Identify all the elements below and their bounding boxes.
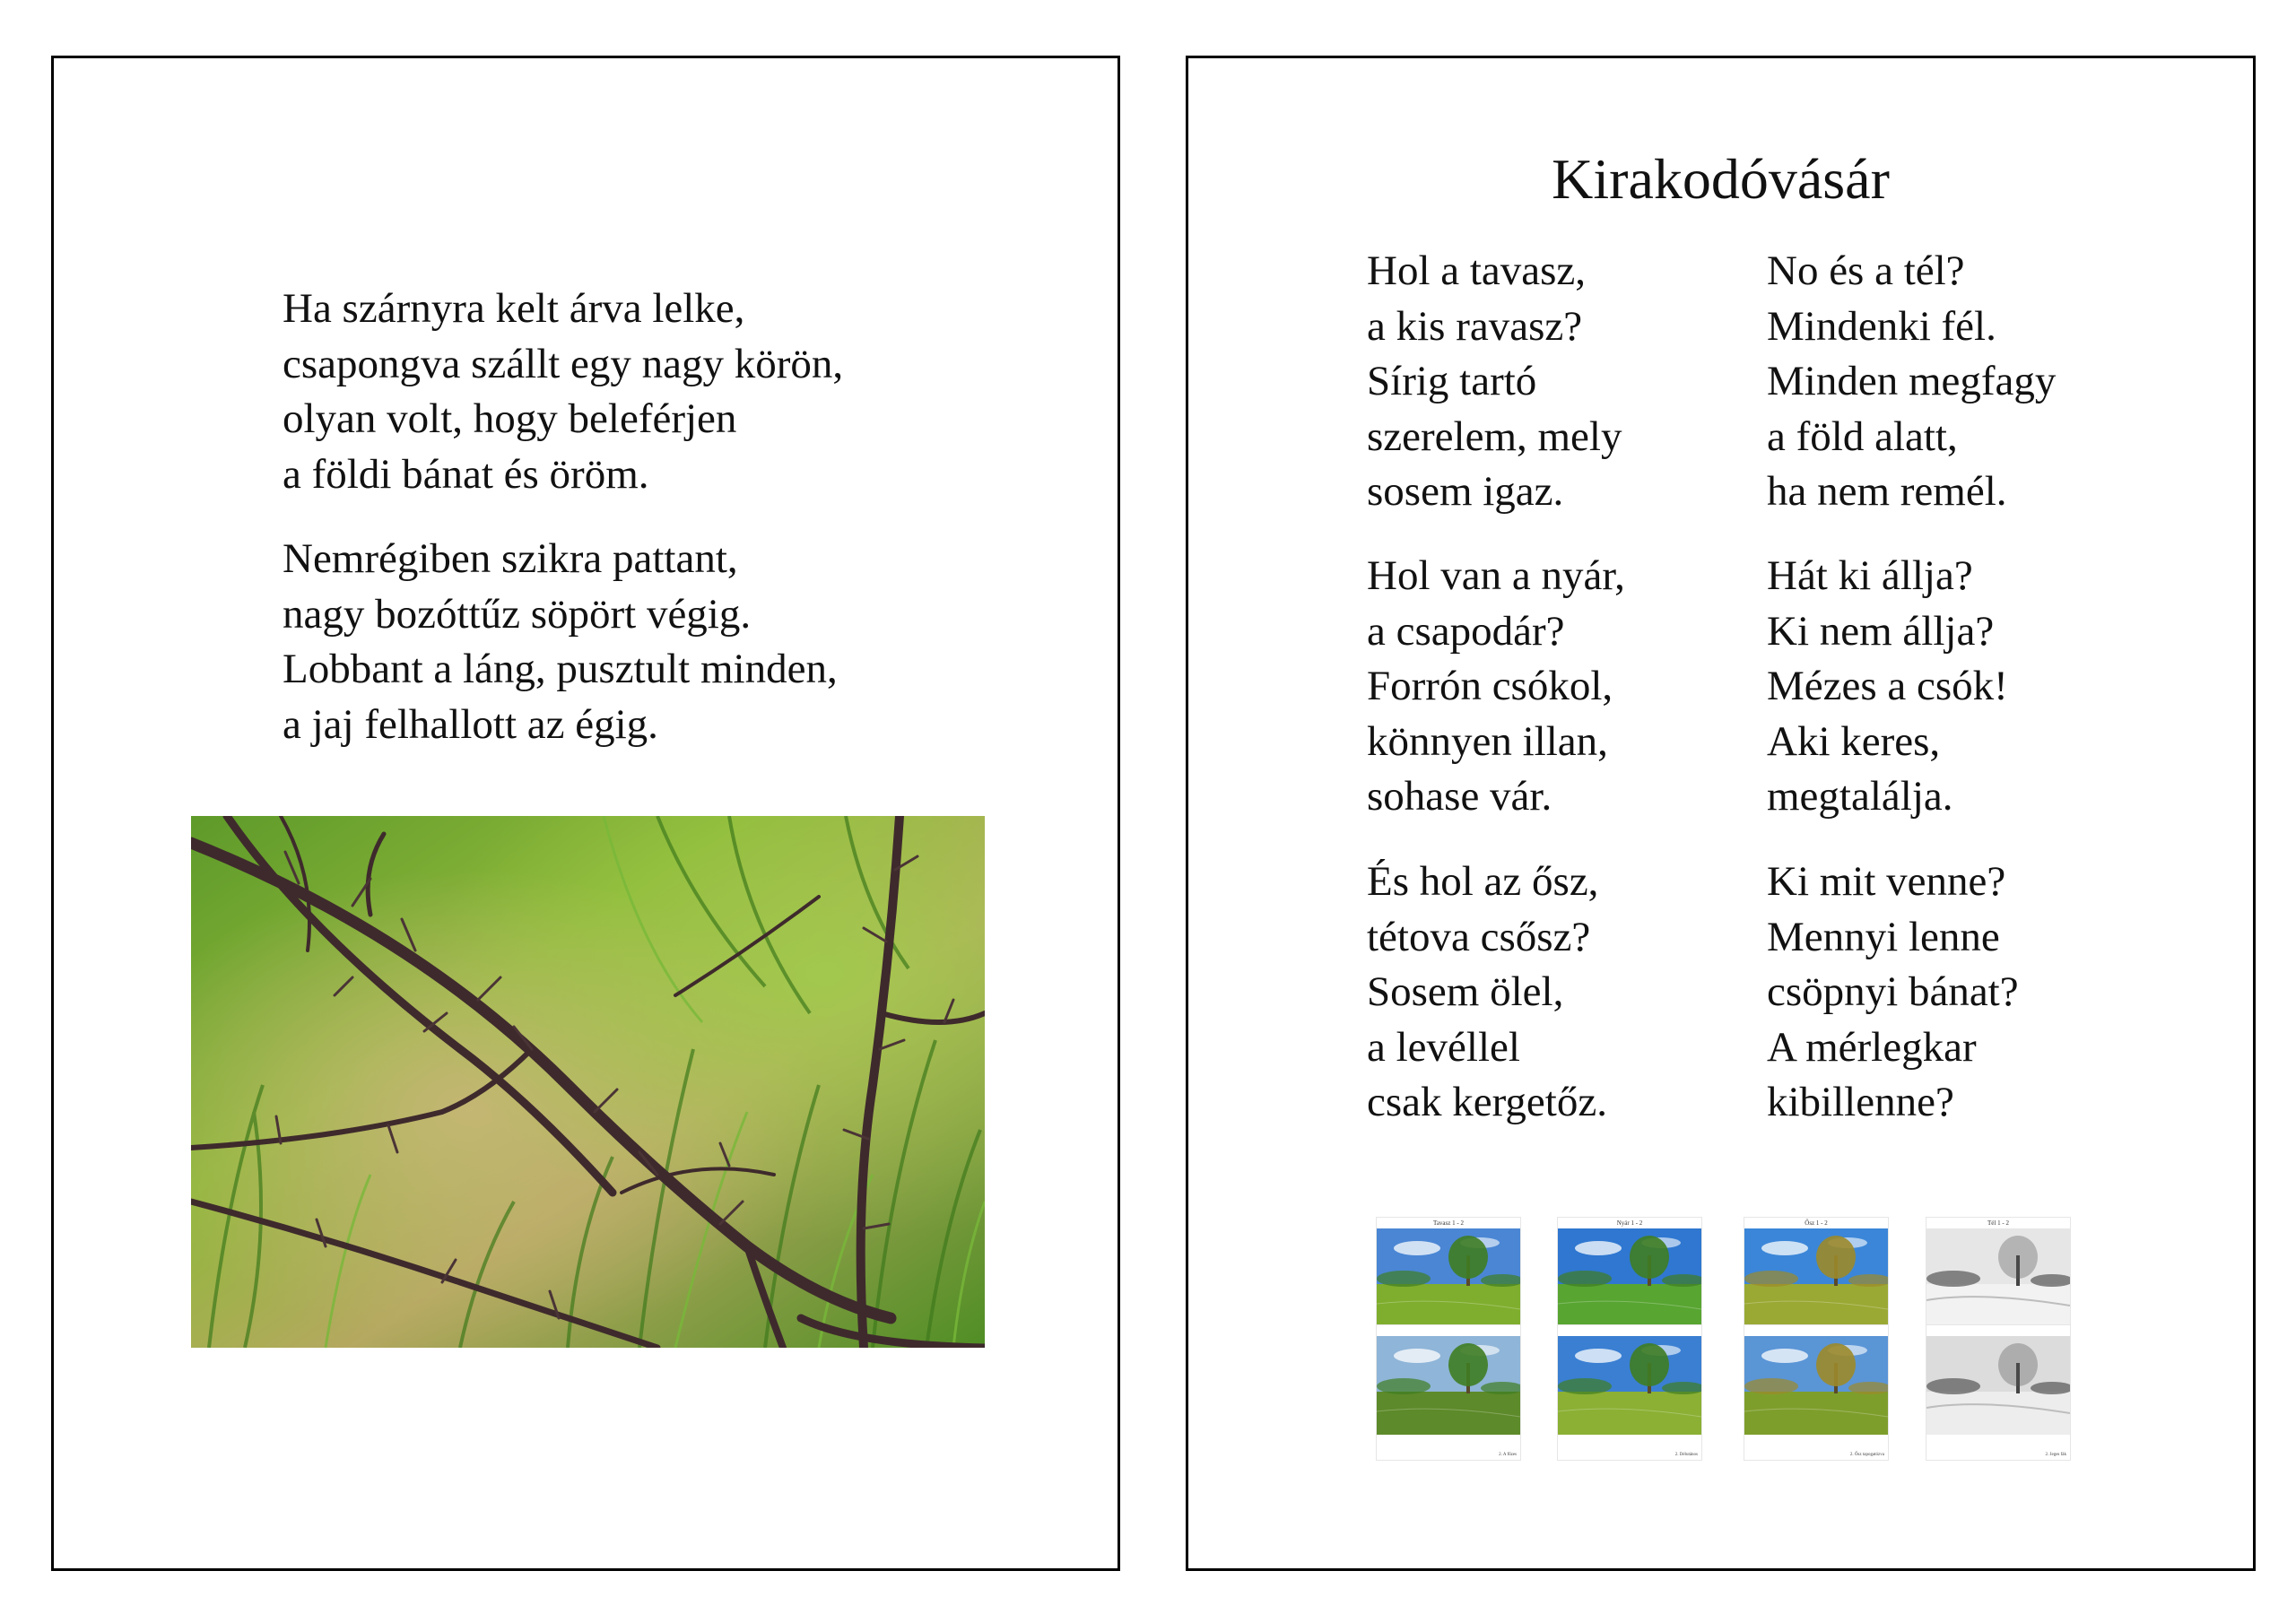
poem-line: Mennyi lenne bbox=[1767, 913, 2000, 960]
right-page bbox=[1186, 56, 2256, 1571]
left-page bbox=[51, 56, 1120, 1571]
poem-line: sosem igaz. bbox=[1367, 468, 1564, 515]
poem-line: csöpnyi bánat? bbox=[1767, 968, 2019, 1015]
poem-line: Forrón csókol, bbox=[1367, 663, 1613, 709]
thumbnail-title: Tél 1 - 2 bbox=[1987, 1219, 2009, 1227]
poem-line: csapongva szállt egy nagy körön, bbox=[283, 340, 844, 387]
thumbnail-image bbox=[1377, 1336, 1520, 1435]
poem-stanza bbox=[1367, 549, 1625, 825]
poem-stanza bbox=[1767, 244, 2056, 520]
poem-line: Ha szárnyra kelt árva lelke, bbox=[283, 285, 745, 332]
poem-line: Lobbant a láng, pusztult minden, bbox=[283, 646, 838, 692]
poem-stanza bbox=[1767, 855, 2019, 1131]
thumbnail-title: Nyár 1 - 2 bbox=[1616, 1219, 1643, 1227]
poem-line: a levéllel bbox=[1367, 1023, 1520, 1071]
poem-line: a kis ravasz? bbox=[1367, 302, 1583, 350]
poem-line: tétova csősz? bbox=[1367, 913, 1591, 960]
thumbnail-image bbox=[1558, 1336, 1701, 1435]
poem-line: Aki keres, bbox=[1767, 717, 1941, 765]
poem-line: sohase vár. bbox=[1367, 773, 1552, 820]
thumbnail-autumn-2 bbox=[1744, 1325, 1888, 1460]
thumbnail-image bbox=[1558, 1228, 1701, 1327]
thumbnail-caption: 2. Délutános bbox=[1674, 1453, 1698, 1457]
poem-line: No és a tél? bbox=[1767, 247, 1965, 294]
thumbnail-spring-2 bbox=[1377, 1325, 1520, 1460]
poem-line: Hol a tavasz, bbox=[1367, 247, 1587, 294]
poem-line: És hol az ősz, bbox=[1367, 858, 1599, 905]
poem-line: nagy bozóttűz söpört végig. bbox=[283, 590, 752, 638]
thumbnail-caption: 2. Jeges fák bbox=[2045, 1453, 2066, 1457]
thumbnail-image bbox=[1377, 1228, 1520, 1327]
poem-line: Ki nem állja? bbox=[1767, 607, 1995, 655]
thumbnail-image bbox=[1744, 1228, 1888, 1327]
poem-line: csak kergetőz. bbox=[1367, 1079, 1607, 1125]
poem-line: Sírig tartó bbox=[1367, 358, 1537, 404]
poem-line: Minden megfagy bbox=[1767, 358, 2057, 404]
poem-stanza bbox=[283, 282, 843, 502]
thumbnail-summer-2 bbox=[1558, 1325, 1701, 1460]
poem-line: könnyen illan, bbox=[1367, 717, 1608, 765]
thumbnail-winter-2 bbox=[1926, 1325, 2070, 1460]
poem-line: Hol van a nyár, bbox=[1367, 552, 1625, 599]
poem-line: olyan volt, hogy beleférjen bbox=[283, 395, 737, 442]
poem-line: Mindenki fél. bbox=[1767, 302, 1996, 350]
thumbnail-caption: 2. A fűzes bbox=[1499, 1453, 1517, 1457]
poem-line: szerelem, mely bbox=[1367, 412, 1622, 460]
poem-line: a csapodár? bbox=[1367, 607, 1565, 655]
thumbnail-title: Tavasz 1 - 2 bbox=[1433, 1219, 1464, 1227]
thumbnail-title: Ősz 1 - 2 bbox=[1805, 1219, 1828, 1227]
thumbnail-image bbox=[1744, 1336, 1888, 1435]
poem-line: a földi bánat és öröm. bbox=[283, 450, 649, 498]
poem-line: Hát ki állja? bbox=[1767, 552, 1973, 599]
poem-line: ha nem remél. bbox=[1767, 468, 2007, 515]
poem-stanza bbox=[1367, 855, 1607, 1131]
poem-line: A mérlegkar bbox=[1767, 1023, 1977, 1071]
poem-stanza bbox=[1367, 244, 1622, 520]
poem-line: Mézes a csók! bbox=[1767, 663, 2008, 709]
thorny-branch-photo bbox=[191, 816, 985, 1348]
poem-title: Kirakodóvásár bbox=[1552, 147, 1890, 211]
poem-line: a föld alatt, bbox=[1767, 412, 1958, 460]
poem-line: Sosem ölel, bbox=[1367, 968, 1564, 1015]
poem-line: kibillenne? bbox=[1767, 1079, 1954, 1125]
poem-line: Ki mit venne? bbox=[1767, 858, 2006, 905]
poem-stanza bbox=[1767, 549, 2008, 825]
poem-stanza bbox=[283, 532, 838, 752]
thumbnail-image bbox=[1926, 1228, 2070, 1327]
thumbnail-caption: 2. Ősz tapogatózva bbox=[1849, 1453, 1884, 1457]
poem-line: Nemrégiben szikra pattant, bbox=[283, 535, 738, 582]
poem-line: a jaj felhallott az égig. bbox=[283, 700, 658, 748]
thumbnail-image bbox=[1926, 1336, 2070, 1435]
poem-line: megtalálja. bbox=[1767, 773, 1953, 820]
